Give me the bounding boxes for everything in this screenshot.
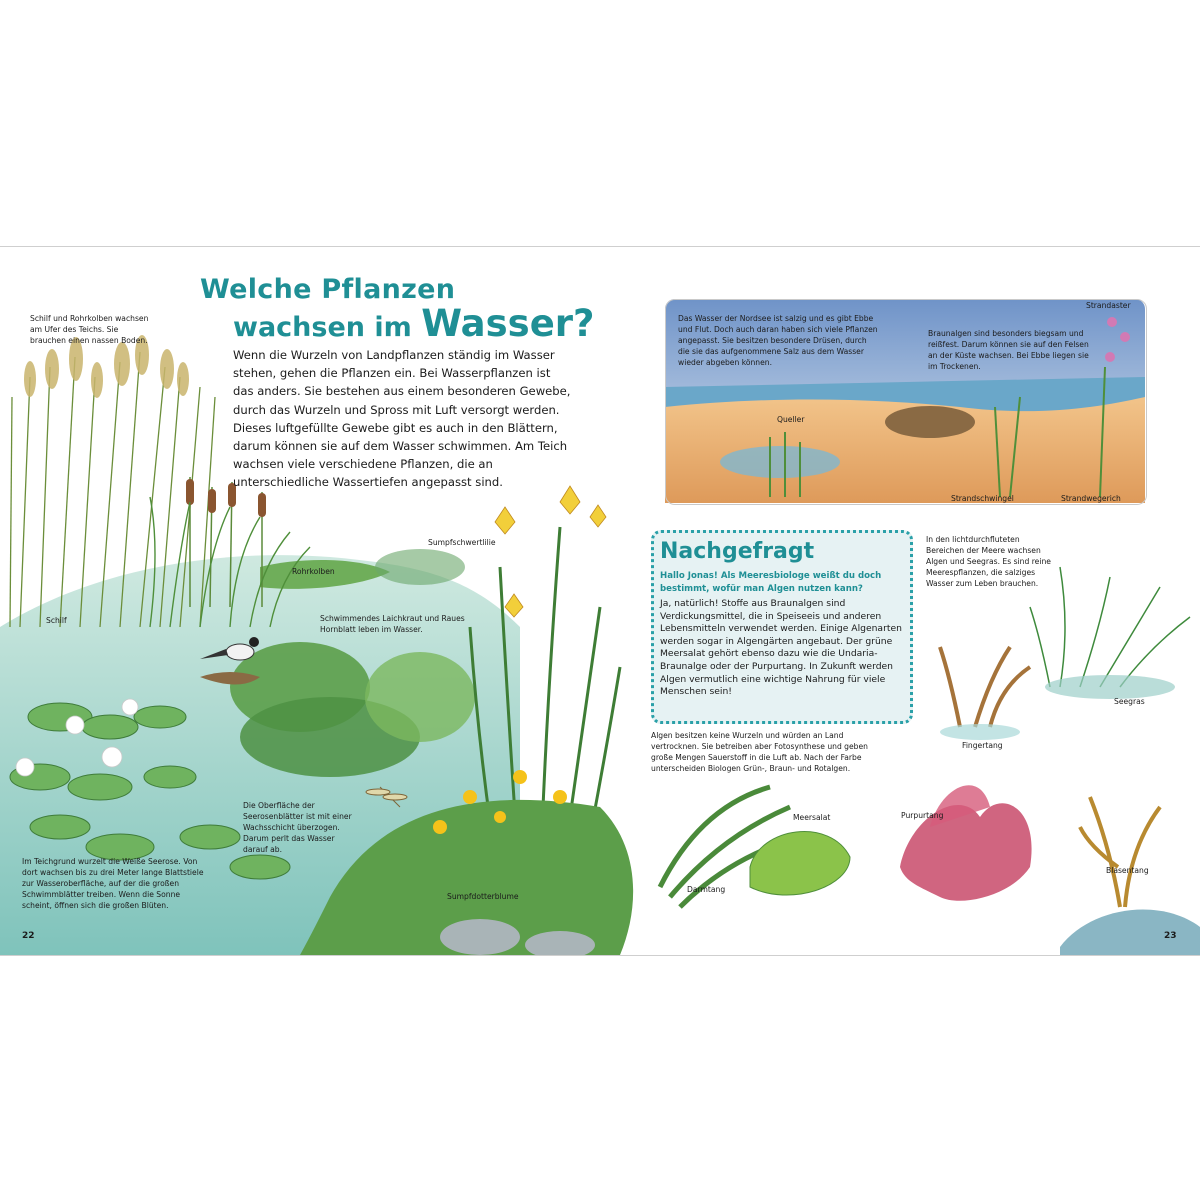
label-darmtang: Darmtang xyxy=(687,885,726,894)
label-strandwegerich: Strandwegerich xyxy=(1061,494,1121,503)
label-queller: Queller xyxy=(777,415,805,424)
nachgefragt-box xyxy=(651,530,913,724)
label-rohrkolben: Rohrkolben xyxy=(292,567,335,576)
nachgefragt-question: Hallo Jonas! Als Meeresbiologe weißt du doch bestimmt, wofür man Algen nutzen kann? xyxy=(660,571,882,594)
blasentang xyxy=(1080,797,1160,907)
label-fingertang: Fingertang xyxy=(962,741,1003,750)
hornblatt-patch xyxy=(365,652,475,742)
blasentang-rock xyxy=(1060,910,1200,955)
label-strandaster: Strandaster xyxy=(1086,301,1131,310)
braunalgen-text: Braunalgen sind besonders biegsam und reißfest. Darum können sie auf den Felsen an der Küste wachsen. Bei Ebbe liegen sie im Trockenen. xyxy=(928,329,1089,371)
nordsee-text: Das Wasser der Nordsee ist salzig und es gibt Ebbe und Flut. Doch auch daran haben sich viele Pflanzen angepasst. Sie besitzen besondere Drüsen, durch die sie das aufgenommene Salz aus dem Wasser wieder abgeben können. xyxy=(678,314,878,367)
seegras-text: In den lichtdurchfluteten Bereichen der Meere wachsen Algen und Seegras. Es sind reine Meerespflanzen, die salziges Wasser zum Leben brauchen. xyxy=(926,535,1051,588)
nachgefragt-title: Nachgefragt xyxy=(660,539,815,564)
book-spread xyxy=(0,246,1200,956)
note-seerose: Im Teichgrund wurzelt die Weiße Seerose. Von dort wachsen bis zu drei Meter lange Blattstiele zur Wasseroberfläche, auf der die großen Schwimmblätter treiben. Wenn die Sonne scheint, öffnen sich die großen Blüten. xyxy=(22,857,204,910)
intro-text: Wenn die Wurzeln von Landpflanzen ständig im Wasser stehen, gehen die Pflanzen ein. Bei Wasserpflanzen ist das anders. Sie bestehen aus einem besonderen Gewebe, durch das Wurzeln und Spross mit Luft versorgt werden. Dieses luftgefüllte Gewebe gibt es auch in den Blättern, darum können sie auf dem Wasser schwimmen. Am Teich wachsen viele verschiedene Pflanzen, die an unterschiedliche Wassertiefen angepasst sind. xyxy=(233,348,571,490)
nachgefragt-answer: Ja, natürlich! Stoffe aus Braunalgen sind Verdickungsmittel, die in Speiseeis und anderen Lebensmitteln verwendet werden. Einige Algenarten werden sogar in Algengärten angebaut. Der grüne Meersalat gehört ebenso dazu wie die Undaria-Braunalge oder der Purpurtang. In Zukunft werden Algen vermutlich eine wichtige Nahrung für viele Menschen sein! xyxy=(660,598,902,698)
note-seerosenblaetter: Die Oberfläche der Seerosenblätter ist mit einer Wachsschicht überzogen. Darum perlt das Wasser darauf ab. xyxy=(243,801,352,854)
page-number-right: 23 xyxy=(1164,931,1177,941)
page-title-big: Wasser? xyxy=(421,302,595,345)
note-laichkraut: Schwimmendes Laichkraut und Raues Hornblatt leben im Wasser. xyxy=(320,614,465,634)
page-title-line1: Welche Pflanzen xyxy=(200,274,456,305)
page-number-left: 22 xyxy=(22,931,35,941)
label-schilf: Schilf xyxy=(46,616,67,625)
label-strandschwingel: Strandschwingel xyxy=(951,494,1014,503)
label-meersalat: Meersalat xyxy=(793,813,831,822)
label-blasentang: Blasentang xyxy=(1106,866,1149,875)
label-purpurtang: Purpurtang xyxy=(901,811,944,820)
page-title-line2 xyxy=(233,302,595,345)
label-seegras: Seegras xyxy=(1114,697,1145,706)
note-schilf: Schilf und Rohrkolben wachsen am Ufer des Teichs. Sie brauchen einen nassen Boden. xyxy=(30,314,149,345)
meersalat xyxy=(750,832,850,896)
fingertang xyxy=(940,647,1030,727)
label-sumpfschwertlilie: Sumpfschwertlilie xyxy=(428,538,496,547)
iris-flowers xyxy=(495,486,606,617)
label-sumpfdotterblume: Sumpfdotterblume xyxy=(447,892,519,901)
algen-text: Algen besitzen keine Wurzeln und würden an Land vertrocknen. Sie betreiben aber Fotosynthese und geben große Mengen Sauerstoff in die Luft ab. Nach der Farbe unterscheiden Biologen Grün-, Braun- und Rotalgen. xyxy=(651,731,868,773)
page-title-prefix: wachsen im xyxy=(233,312,422,343)
